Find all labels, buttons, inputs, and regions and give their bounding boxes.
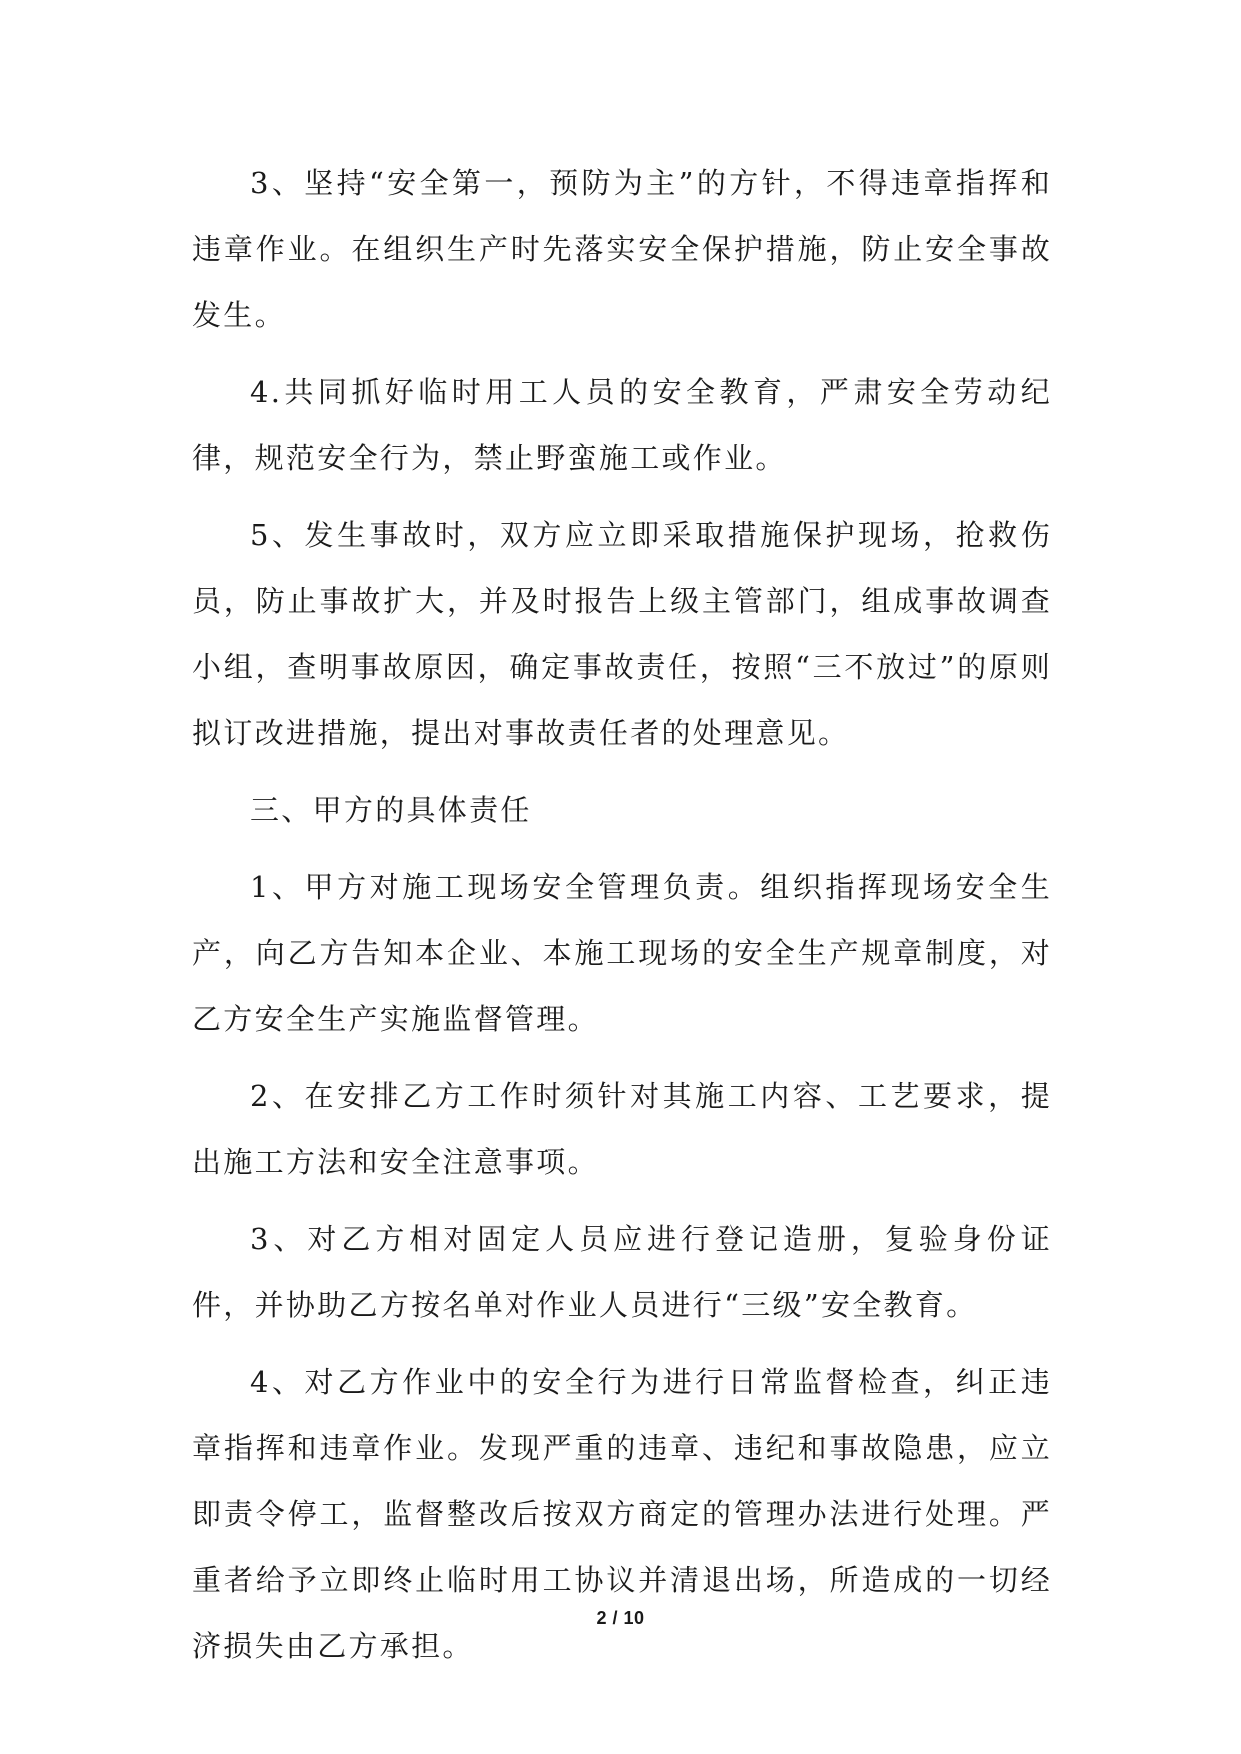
clause-3-safety-first: 3、坚持“安全第一，预防为主”的方针，不得违章指挥和违章作业。在组织生产时先落实安全保护措施，防止安全事故发生。 — [192, 166, 1052, 332]
party-a-clause-2: 2、在安排乙方工作时须针对其施工内容、工艺要求，提出施工方法和安全注意事项。 — [192, 1079, 1052, 1179]
document-body — [192, 150, 1052, 1690]
clause-5-accident-handling: 5、发生事故时，双方应立即采取措施保护现场，抢救伤员，防止事故扩大，并及时报告上级主管部门，组成事故调查小组，查明事故原因，确定事故责任，按照“三不放过”的原则拟订改进措施，提出对事故责任者的处理意见。 — [192, 518, 1052, 750]
page-number: 2 / 10 — [596, 1608, 645, 1628]
party-a-clause-3: 3、对乙方相对固定人员应进行登记造册，复验身份证件，并协助乙方按名单对作业人员进行“三级”安全教育。 — [192, 1222, 1052, 1322]
section-heading-party-a-responsibilities: 三、甲方的具体责任 — [250, 793, 532, 827]
clause-4-temporary-worker-education: 4.共同抓好临时用工人员的安全教育，严肃安全劳动纪律，规范安全行为，禁止野蛮施工或作业。 — [192, 375, 1052, 475]
party-a-clause-1: 1、甲方对施工现场安全管理负责。组织指挥现场安全生产，向乙方告知本企业、本施工现场的安全生产规章制度，对乙方安全生产实施监督管理。 — [192, 870, 1052, 1036]
party-a-clause-4: 4、对乙方作业中的安全行为进行日常监督检查，纠正违章指挥和违章作业。发现严重的违章、违纪和事故隐患，应立即责令停工，监督整改后按双方商定的管理办法进行处理。严重者给予立即终止临时用工协议并清退出场，所造成的一切经济损失由乙方承担。 — [192, 1365, 1052, 1663]
